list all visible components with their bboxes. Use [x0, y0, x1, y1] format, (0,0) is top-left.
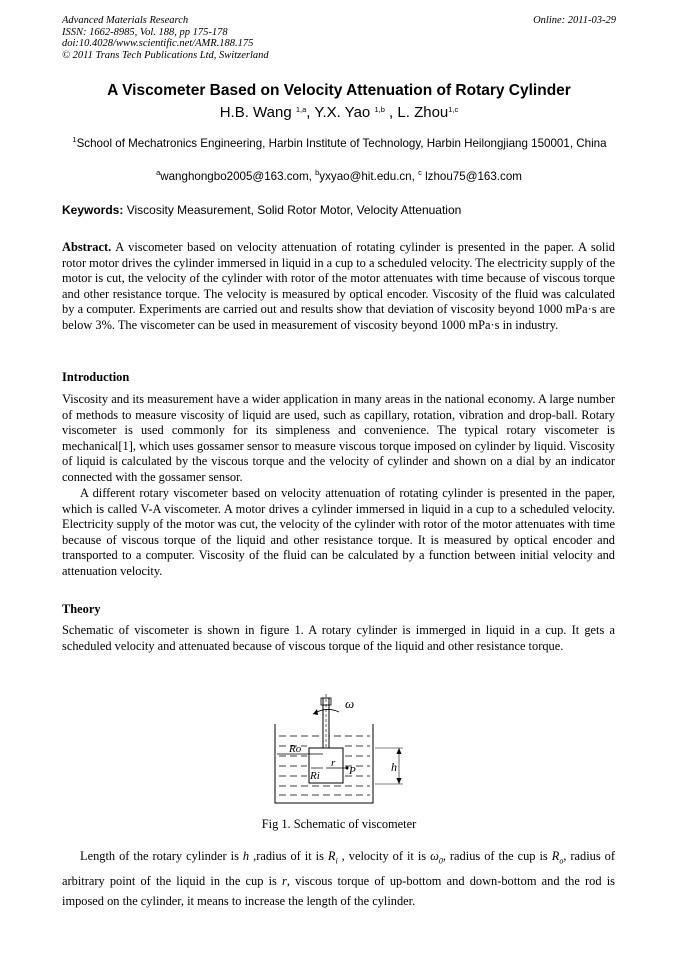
- affiliation: [62, 132, 617, 151]
- email-sup: c: [418, 168, 422, 177]
- text-run: , velocity of it is: [337, 849, 431, 863]
- introduction-paragraph-1: Viscosity and its measurement have a wider application in many areas in the national economy. A large number of methods to measure viscosity of liquid are used, such as capillary, rotation, vibration and drop-ball. Rotary viscometer is used commonly for its simpleness and convenience. The typical rotary viscometer is mechanical[1], which uses gossamer sensor to measure viscous torque imposed on cylinder by liquid. Viscosity of liquid is calculated by the viscous torque and the velocity of cylinder and shown on a dial by an indicator connected with the gossamer sensor.: [62, 392, 615, 484]
- paper-title: A Viscometer Based on Velocity Attenuation of Rotary Cylinder: [107, 82, 571, 99]
- email-address: wanghongbo2005@163.com: [160, 170, 309, 183]
- viscometer-schematic: [265, 688, 415, 808]
- keywords-label: Keywords:: [62, 203, 124, 217]
- online-date: Online: 2011-03-29: [533, 15, 616, 26]
- var-w0-sub: 0: [438, 856, 443, 866]
- theory-heading: Theory: [62, 602, 101, 616]
- ri-label: Ri: [310, 770, 320, 782]
- author-list: H.B. Wang $^{1,a}$, Y.X. Yao $^{1,b}$ , L. Zhou$^{1,c}$: [219, 104, 459, 121]
- author-sup: 1,a: [295, 105, 307, 114]
- abstract-label: Abstract.: [62, 240, 112, 254]
- email-address: yxyao@hit.edu.cn: [319, 170, 412, 183]
- affiliation-text: School of Mechatronics Engineering, Harbin Institute of Technology, Harbin Heilongjiang 150001, China: [76, 137, 607, 150]
- text-run: ,radius of it is: [249, 849, 328, 863]
- journal-name: Advanced Materials Research: [62, 15, 189, 26]
- author-sup: 1,b: [374, 105, 385, 114]
- email-list: $^a$wanghongbo2005@163.com, $^b$yxyao@hit.edu.cn, $^c$ lzhou75@163.com: [156, 168, 522, 183]
- text-run: , radius of the cup is: [442, 849, 552, 863]
- abstract-text: A viscometer based on velocity attenuation of rotating cylinder is presented in the paper. A solid rotor motor drives the cylinder immersed in liquid in a cup to a scheduled velocity. The electricity supply of the motor is cut, the velocity of the cylinder with rotor of the motor attenuates with time because of viscous torque and other resistance torque. The velocity is measured by optical encoder. Viscosity of the fluid was calculated by a computer. Experiments are carried out and results show that deviation of viscosity beyond 1000 mPa·s are below 3%. The viscometer can be used in measurement of viscosity beyond 1000 mPa·s in industry.: [62, 240, 615, 332]
- keywords-text: Viscosity Measurement, Solid Rotor Motor, Velocity Attenuation: [126, 203, 462, 217]
- issn-line: ISSN: 1662-8985, Vol. 188, pp 175-178: [62, 26, 228, 38]
- var-ro: R: [551, 849, 560, 863]
- text-run: Length of the rotary cylinder is: [80, 849, 243, 863]
- closing-paragraph: [62, 846, 615, 911]
- author-name: H.B. Wang: [219, 104, 292, 121]
- figure-caption: Fig 1. Schematic of viscometer: [261, 817, 417, 831]
- introduction-paragraph-2: A different rotary viscometer based on velocity attenuation of rotating cylinder is presented in the paper, which is called V-A viscometer. A motor drives a cylinder immersed in liquid in a cup to a scheduled velocity. Electricity supply of the motor was cut, the velocity of the cylinder with rotor of the motor attenuates with time because of viscous torque of the liquid and other resistance torque. It is measured by optical encoder and transported to a computer. Viscosity of the fluid can be calculated by a function between initial velocity and attenuation velocity.: [62, 486, 615, 578]
- r-label: r: [331, 757, 336, 769]
- doi-line: doi:10.4028/www.scientific.net/AMR.188.175: [62, 38, 254, 49]
- text-run: , radius of arbitrary point of the liquid in the cup is: [62, 849, 615, 889]
- var-h: h: [242, 849, 250, 863]
- email-sup: b: [315, 168, 320, 177]
- ro-label: Ro: [289, 743, 302, 755]
- author-name: L. Zhou: [397, 104, 449, 121]
- author-sup: 1,c: [448, 105, 459, 114]
- abstract: [62, 240, 615, 334]
- h-arrow-top: [397, 748, 402, 754]
- keywords: [62, 203, 617, 217]
- var-ri: R: [327, 849, 336, 863]
- var-r: r: [282, 874, 287, 889]
- email-address: lzhou75@163.com: [425, 170, 522, 183]
- omega-label: ω: [345, 696, 355, 711]
- email-sup: a: [156, 168, 161, 177]
- var-w0: ω: [430, 849, 439, 863]
- h-label: h: [391, 760, 397, 774]
- var-ro-sub: o: [559, 856, 564, 866]
- author-name: Y.X. Yao: [314, 104, 371, 121]
- h-arrow-bottom: [397, 778, 402, 784]
- theory-paragraph-1: Schematic of viscometer is shown in figure 1. A rotary cylinder is immerged in liquid in a cup. It gets a scheduled velocity and attenuated because of viscous torque of the liquid and other resistance torque.: [62, 623, 615, 653]
- affiliation-sup: 1: [72, 135, 77, 144]
- text-run: , viscous torque of up-bottom and down-bottom and the rod is imposed on the cylinder, it means to increase the length of the cylinder.: [62, 874, 615, 909]
- p-label: P: [349, 765, 356, 777]
- var-ri-sub: i: [335, 856, 338, 866]
- introduction-heading: Introduction: [62, 370, 130, 384]
- rotation-arrowhead: [313, 709, 318, 715]
- journal-header: [62, 15, 269, 61]
- copyright-line: © 2011 Trans Tech Publications Ltd, Switzerland: [62, 49, 269, 61]
